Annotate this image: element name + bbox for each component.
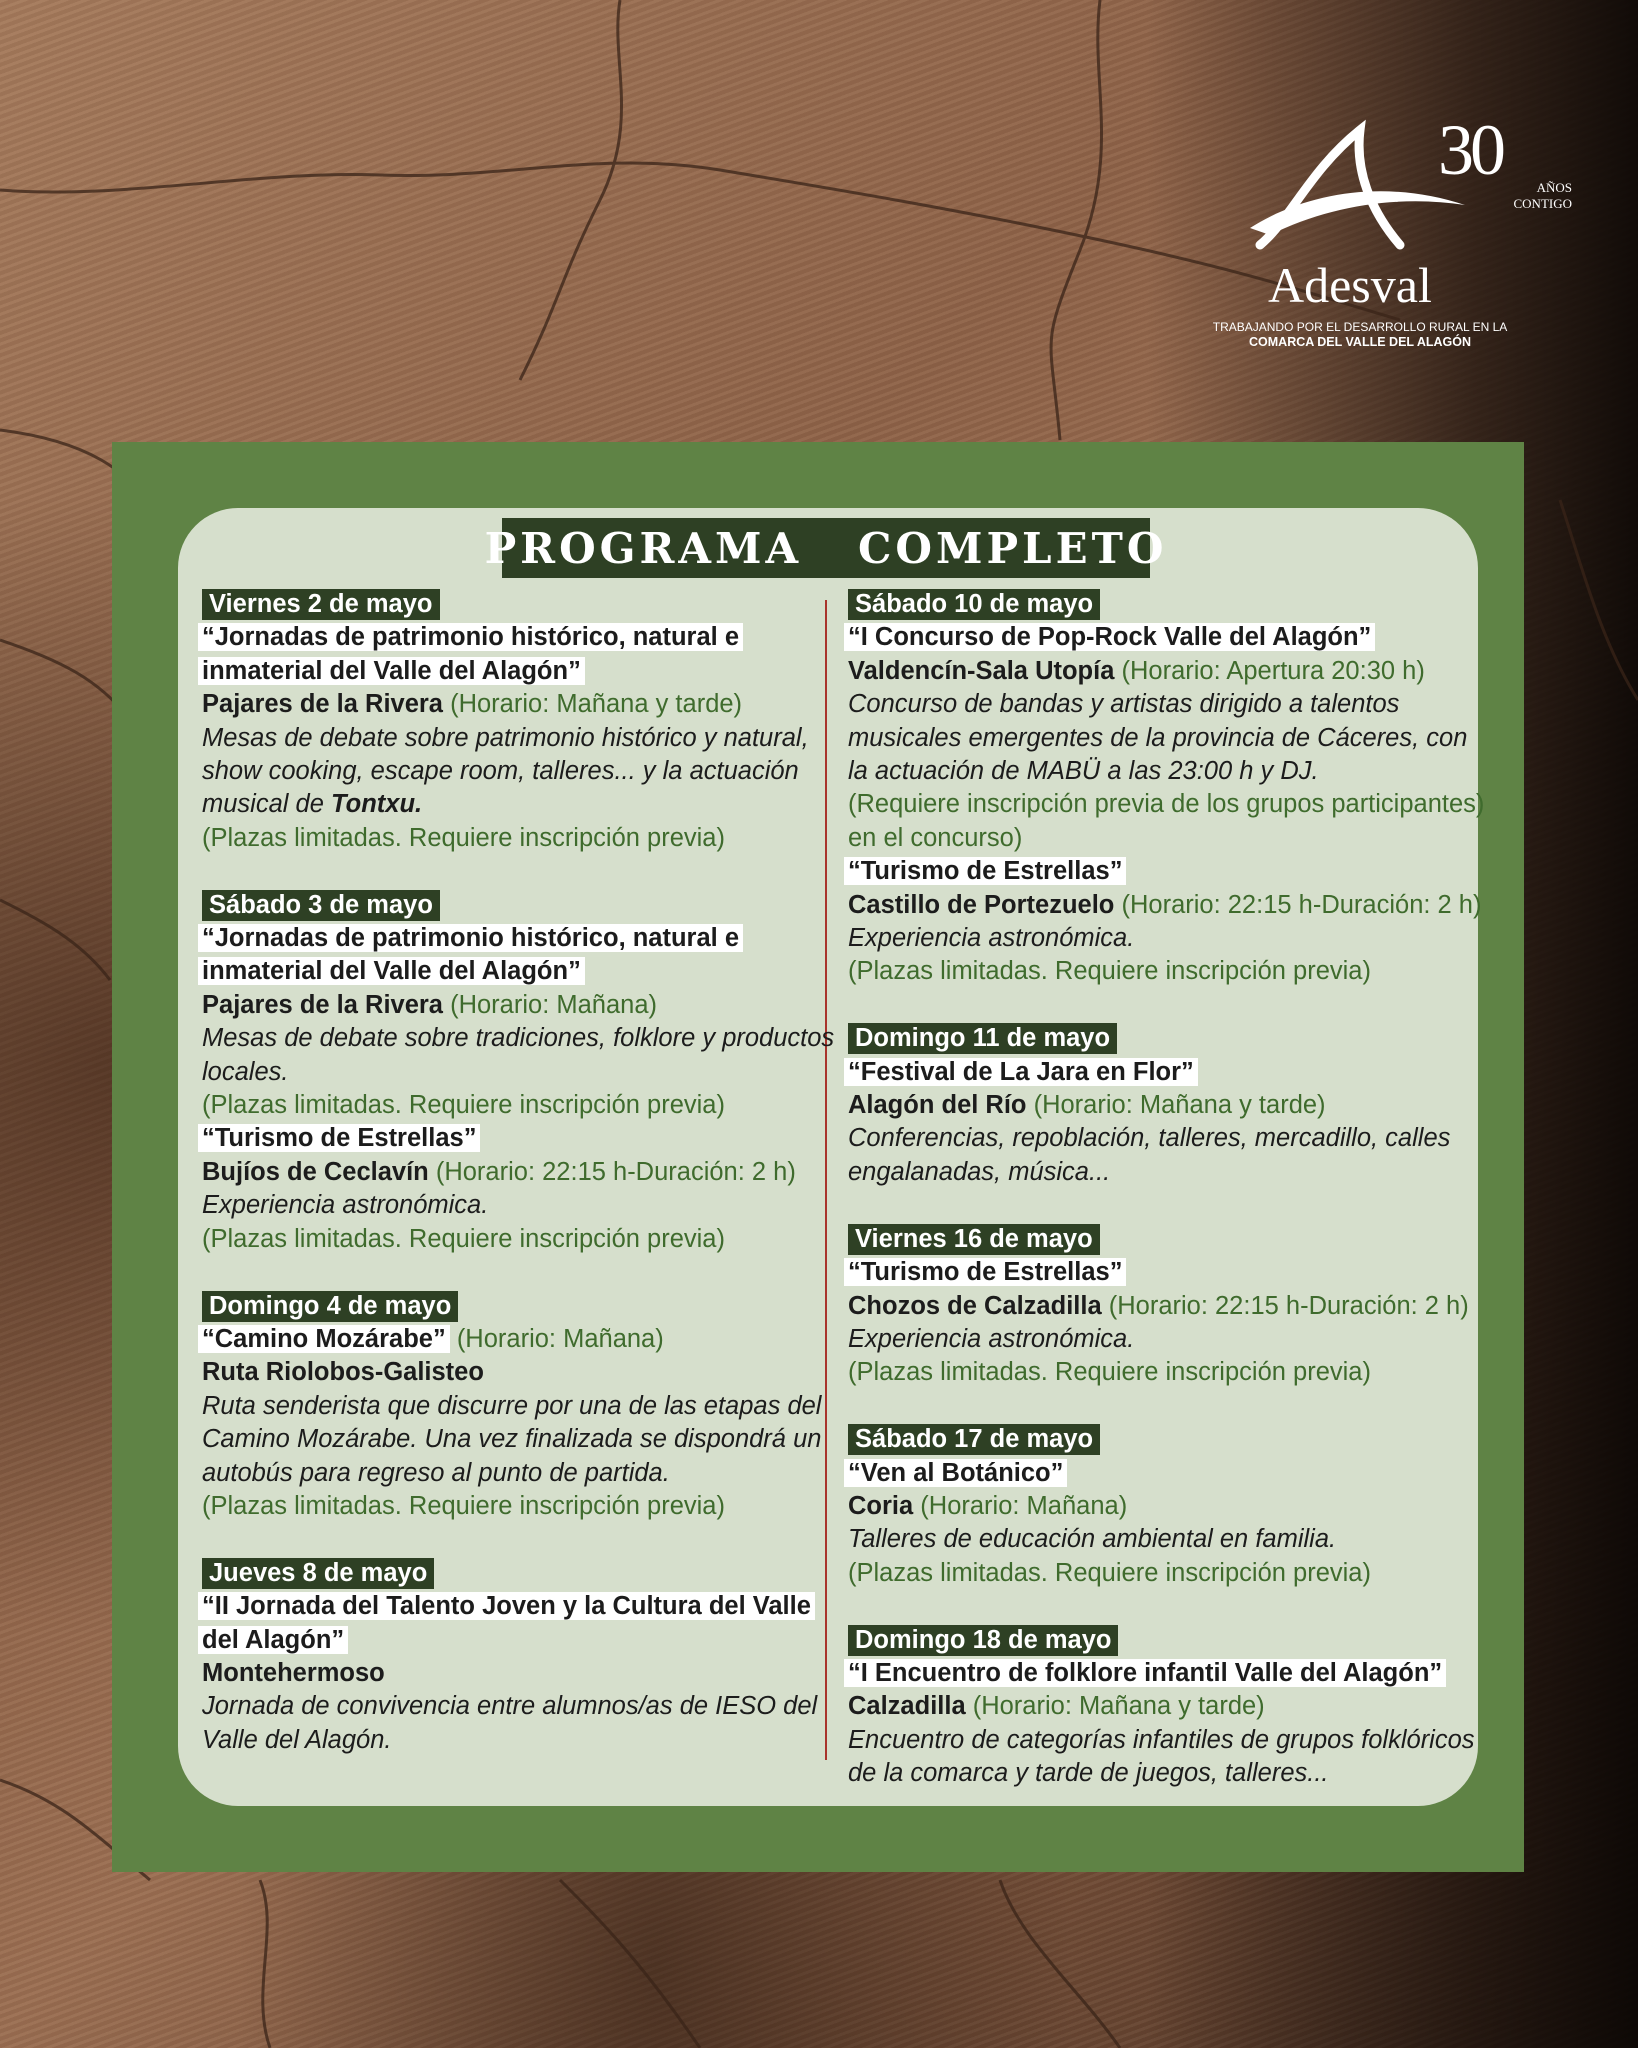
event-place: Ruta Riolobos-Galisteo [202,1358,484,1387]
logo-anniversary-number: 30 [1438,110,1502,190]
program-title: PROGRAMA COMPLETO [484,523,1168,573]
event-place: Castillo de Portezuelo [848,890,1115,919]
event-block [848,588,1488,989]
event-date: Domingo 18 de mayo [848,1625,1118,1656]
event-description: Experiencia astronómica. [202,1191,489,1220]
event-title-row [848,1657,1488,1690]
event-date-row [202,889,842,922]
event-hours: (Horario: Mañana) [450,990,658,1019]
event-date-row [202,588,842,621]
event-date: Viernes 16 de mayo [848,1224,1100,1255]
event-title-row [848,1056,1488,1089]
event-note: (Plazas limitadas. Requiere inscripción previa) [202,823,725,852]
event-date: Sábado 10 de mayo [848,589,1100,620]
event-place: Pajares de la Rivera [202,690,443,719]
event-description: Mesas de debate sobre patrimonio histórico y natural, show cooking, escape room, talleres... y la actuación musical de Tontxu. [202,723,809,819]
event-place-row [202,989,842,1022]
event-hours: (Horario: 22:15 h-Duración: 2 h) [435,1157,796,1186]
event-note: (Plazas limitadas. Requiere inscripción previa) [202,1491,725,1520]
program-column-left [202,588,842,1791]
event-place-row [202,1156,842,1189]
logo-tagline-line2: COMARCA DEL VALLE DEL ALAGÓN [1249,335,1471,349]
event-title-row [202,621,842,688]
event-date-row [848,1022,1488,1055]
event-description: Talleres de educación ambiental en familia. [848,1525,1337,1554]
event-title-row [848,1457,1488,1490]
event-date-row [848,1223,1488,1256]
event-title: “Festival de La Jara en Flor” [844,1058,1198,1086]
event-note: (Plazas limitadas. Requiere inscripción previa) [848,1558,1371,1587]
event-date-row [848,1423,1488,1456]
event-place: Alagón del Río [848,1091,1027,1120]
event-title-row [848,855,1488,888]
event-hours: (Horario: 22:15 h-Duración: 2 h) [1108,1291,1469,1320]
logo-tagline-line1: TRABAJANDO POR EL DESARROLLO RURAL EN LA [1212,320,1508,334]
event-hours: (Horario: Mañana) [456,1324,664,1353]
event-hours: (Horario: Mañana y tarde) [450,690,743,719]
event-description: Experiencia astronómica. [848,924,1135,953]
event-place: Valdencín-Sala Utopía [848,656,1115,685]
event-title: “Jornadas de patrimonio histórico, natural e inmaterial del Valle del Alagón” [198,623,743,684]
event-block [848,1223,1488,1390]
event-title-row [202,1590,842,1657]
event-note: (Plazas limitadas. Requiere inscripción previa) [202,1091,725,1120]
event-block [848,1022,1488,1189]
event-date-row [848,1624,1488,1657]
event-description: Mesas de debate sobre tradiciones, folklore y productos locales. [202,1024,835,1086]
event-title-row [848,621,1488,654]
event-title-row [202,1323,842,1356]
event-date: Sábado 3 de mayo [202,890,440,921]
event-description: Concurso de bandas y artistas dirigido a talentos musicales emergentes de la provincia de Cáceres, con la actuación de MABÜ a las 23:00 h y DJ. [848,690,1468,786]
event-date-row [202,1557,842,1590]
event-title: “Jornadas de patrimonio histórico, natural e inmaterial del Valle del Alagón” [198,924,743,985]
event-hours: (Horario: 22:15 h-Duración: 2 h) [1121,890,1482,919]
event-title: “II Jornada del Talento Joven y la Cultura del Valle del Alagón” [198,1592,815,1653]
event-artist: Tontxu. [330,790,423,819]
event-description: Ruta senderista que discurre por una de las etapas del Camino Mozárabe. Una vez finalizada se dispondrá un autobús para regreso al punto de partida. [202,1391,822,1487]
event-title: “Turismo de Estrellas” [844,1258,1126,1286]
event-description: Experiencia astronómica. [848,1324,1135,1353]
event-description: Encuentro de categorías infantiles de grupos folklóricos de la comarca y tarde de juegos, talleres... [848,1725,1475,1788]
event-place: Bujíos de Ceclavín [202,1157,429,1186]
program-title-box [484,518,1168,578]
event-hours: (Horario: Mañana) [920,1491,1128,1520]
event-date: Viernes 2 de mayo [202,589,440,620]
event-place-row [848,655,1488,688]
event-title: “Camino Mozárabe” [198,1325,450,1353]
event-place-row [202,688,842,721]
event-title: “I Concurso de Pop-Rock Valle del Alagón” [844,623,1375,651]
event-place-row [848,1490,1488,1523]
event-title: “Turismo de Estrellas” [844,857,1126,885]
logo-contigo-line: CONTIGO [1513,196,1572,212]
event-hours: (Horario: Mañana y tarde) [972,1692,1265,1721]
event-block [202,889,842,1256]
event-note: (Plazas limitadas. Requiere inscripción previa) [848,957,1371,986]
event-place-row [202,1356,842,1389]
event-place: Montehermoso [202,1658,385,1687]
event-block [202,588,842,855]
logo-brand-name: Adesval [1268,257,1432,313]
event-place-row [848,1089,1488,1122]
adesval-a-logo-icon [1250,110,1470,260]
event-place-row [202,1657,842,1690]
event-place: Chozos de Calzadilla [848,1291,1102,1320]
logo-anos-line: AÑOS [1536,180,1572,195]
adesval-logo [1190,110,1570,360]
event-date: Domingo 11 de mayo [848,1023,1117,1054]
event-place-row [848,1690,1488,1723]
event-place: Coria [848,1491,914,1520]
event-date-row [202,1290,842,1323]
event-date-row [848,588,1488,621]
event-block [848,1624,1488,1791]
event-block [202,1290,842,1524]
event-date: Domingo 4 de mayo [202,1291,458,1322]
event-place: Calzadilla [848,1692,973,1721]
event-title: “I Encuentro de folklore infantil Valle del Alagón” [844,1659,1446,1687]
event-title: “Turismo de Estrellas” [198,1124,480,1152]
event-note: (Requiere inscripción previa de los grupos participantes) en el concurso) [848,790,1485,852]
event-hours: (Horario: Apertura 20:30 h) [1121,656,1425,685]
event-description: Jornada de convivencia entre alumnos/as de IESO del Valle del Alagón. [202,1692,818,1754]
event-note: (Plazas limitadas. Requiere inscripción previa) [202,1224,725,1253]
event-description: Conferencias, repoblación, talleres, mercadillo, calles engalanadas, música... [848,1124,1451,1186]
program-column-right [848,588,1488,1824]
logo-anos-contigo [1472,180,1572,213]
event-title-row [202,1122,842,1155]
event-title-row [202,922,842,989]
event-note: (Plazas limitadas. Requiere inscripción previa) [848,1358,1371,1387]
event-hours: (Horario: Mañana y tarde) [1033,1091,1326,1120]
event-block [202,1557,842,1757]
event-block [848,1423,1488,1590]
event-title: “Ven al Botánico” [844,1459,1067,1487]
event-place-row [848,889,1488,922]
event-title-row [848,1256,1488,1289]
event-place: Pajares de la Rivera [202,990,443,1019]
event-date: Sábado 17 de mayo [848,1424,1100,1455]
event-place-row [848,1290,1488,1323]
event-date: Jueves 8 de mayo [202,1558,434,1589]
